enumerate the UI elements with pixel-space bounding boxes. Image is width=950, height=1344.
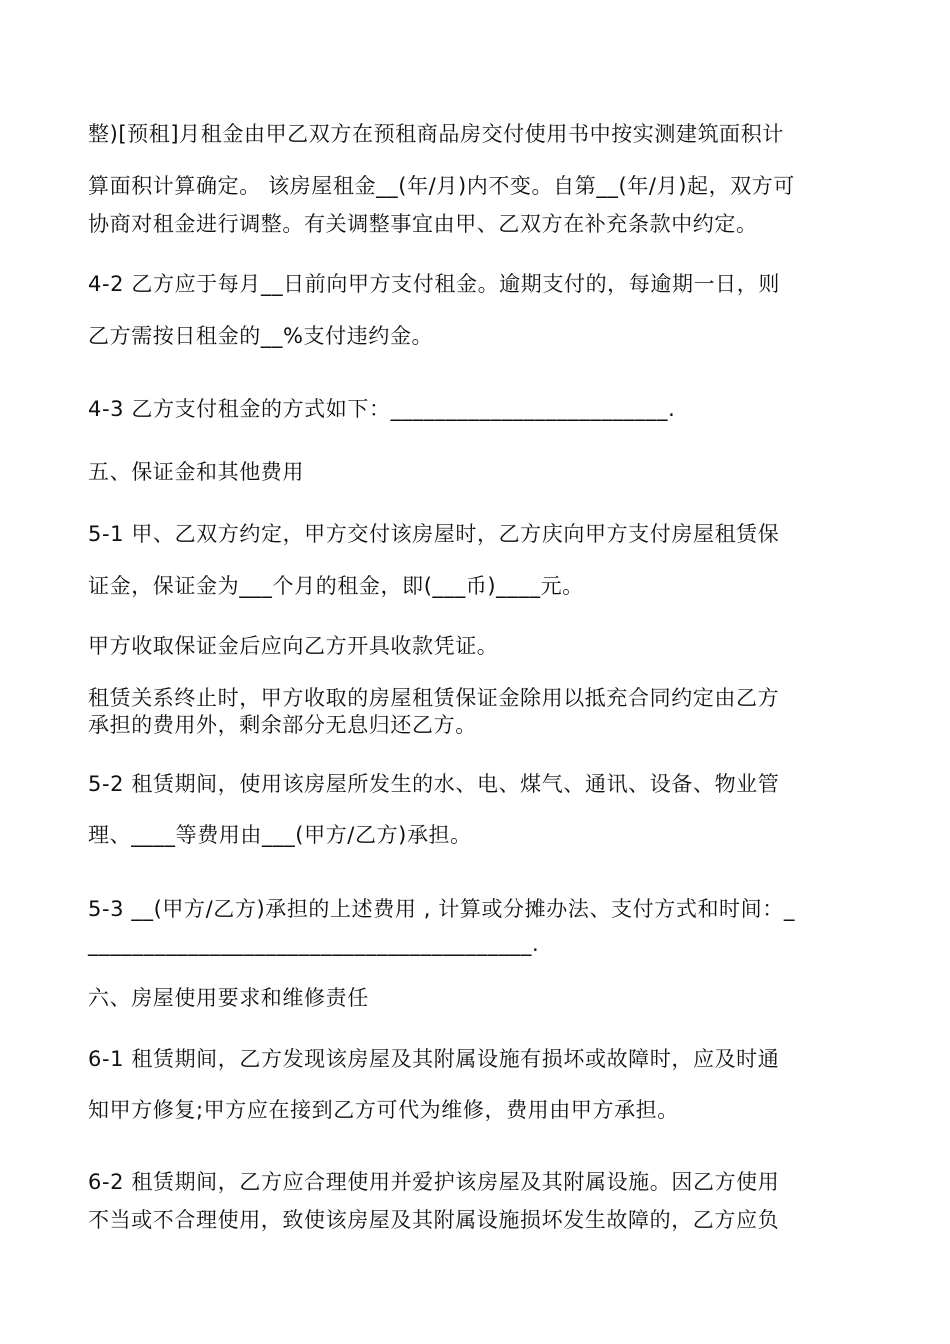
text-line: 承担的费用外，剩余部分无息归还乙方。 (88, 713, 477, 737)
text-line: 甲方收取保证金后应向乙方开具收款凭证。 (88, 634, 499, 658)
text-line: 知甲方修复;甲方应在接到乙方可代为维修，费用由甲方承担。 (88, 1098, 679, 1122)
text-line: 6-2 租赁期间，乙方应合理使用并爱护该房屋及其附属设施。因乙方使用 (88, 1170, 780, 1194)
text-line: 乙方需按日租金的__%支付违约金。 (88, 324, 434, 348)
text-line: 5-1 甲、乙双方约定，甲方交付该房屋时，乙方庆向甲方支付房屋租赁保 (88, 522, 780, 546)
text-line: 整)[预租]月租金由甲乙双方在预租商品房交付使用书中按实测建筑面积计 (88, 122, 784, 146)
text-line: 5-3 __(甲方/乙方)承担的上述费用 , 计算或分摊办法、支付方式和时间：_ (88, 897, 795, 921)
text-line: 证金，保证金为___个月的租金，即(___币)____元。 (88, 574, 584, 598)
text-line: 算面积计算确定。 该房屋租金__(年/月)内不变。自第__(年/月)起，双方可 (88, 174, 795, 198)
text-line: 不当或不合理使用，致使该房屋及其附属设施损坏发生故障的，乙方应负 (88, 1208, 780, 1232)
section-heading: 六、房屋使用要求和维修责任 (88, 986, 369, 1010)
text-line: 4-2 乙方应于每月__日前向甲方支付租金。逾期支付的，每逾期一日，则 (88, 272, 780, 296)
text-line: 6-1 租赁期间，乙方发现该房屋及其附属设施有损坏或故障时，应及时通 (88, 1047, 780, 1071)
text-line: 5-2 租赁期间，使用该房屋所发生的水、电、煤气、通讯、设备、物业管 (88, 772, 780, 796)
text-line: 4-3 乙方支付租金的方式如下：_________________________. (88, 397, 676, 421)
section-heading: 五、保证金和其他费用 (88, 460, 304, 484)
text-line: ________________________________________. (88, 932, 540, 956)
text-line: 租赁关系终止时，甲方收取的房屋租赁保证金除用以抵充合同约定由乙方 (88, 686, 780, 710)
text-line: 协商对租金进行调整。有关调整事宜由甲、乙双方在补充条款中约定。 (88, 212, 758, 236)
text-line: 理、____等费用由___(甲方/乙方)承担。 (88, 823, 472, 847)
